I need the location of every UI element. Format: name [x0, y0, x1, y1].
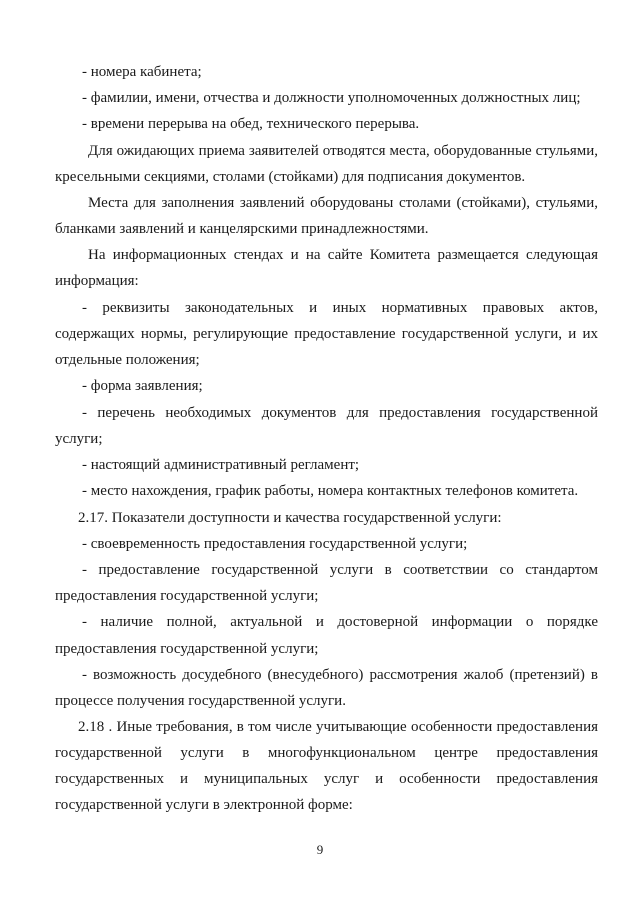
text-line: информация:	[55, 273, 139, 289]
text-line: предоставления государственной услуги;	[55, 641, 319, 657]
text-line: государственной услуги в электронной форме:	[55, 797, 353, 813]
page-number: 9	[316, 842, 324, 857]
text-line: содержащих нормы, регулирующие предоставление государственной услуги, и их	[55, 326, 598, 342]
text-line: государственной услуги в многофункциональном центре предоставления	[55, 745, 598, 761]
text-line: предоставления государственной услуги;	[55, 588, 319, 604]
text-line: отдельные положения;	[55, 352, 200, 368]
text-line: - своевременность предоставления государственной услуги;	[82, 536, 468, 552]
text-line: услуги;	[55, 431, 103, 447]
text-line: Для ожидающих приема заявителей отводятся места, оборудованные стульями,	[88, 143, 598, 159]
text-line: - фамилии, имени, отчества и должности уполномоченных должностных лиц;	[82, 90, 581, 106]
text-line: государственных и муниципальных услуг и особенности предоставления	[55, 771, 598, 787]
text-line: На информационных стендах и на сайте Комитета размещается следующая	[88, 247, 598, 263]
text-line: - номера кабинета;	[82, 64, 202, 80]
text-line: - перечень необходимых документов для предоставления государственной	[82, 405, 598, 421]
text-line: - место нахождения, график работы, номера контактных телефонов комитета.	[82, 483, 579, 499]
text-line: Места для заполнения заявлений оборудованы столами (стойками), стульями,	[88, 195, 598, 211]
text-line: процессе получения государственной услуги.	[55, 693, 346, 709]
text-line: - времени перерыва на обед, технического перерыва.	[82, 116, 420, 132]
text-line: бланками заявлений и канцелярскими принадлежностями.	[55, 221, 429, 237]
text-line: 2.17. Показатели доступности и качества государственной услуги:	[78, 510, 502, 526]
text-line: - реквизиты законодательных и иных нормативных правовых актов,	[82, 300, 598, 316]
text-line: - возможность досудебного (внесудебного) рассмотрения жалоб (претензий) в	[82, 667, 598, 683]
text-line: 2.18 . Иные требования, в том числе учитывающие особенности предоставления	[78, 719, 598, 735]
text-line: - настоящий административный регламент;	[82, 457, 360, 473]
text-line: кресельными секциями, столами (стойками) для подписания документов.	[55, 169, 526, 185]
text-line: - форма заявления;	[82, 378, 203, 394]
text-line: - наличие полной, актуальной и достоверной информации о порядке	[82, 614, 598, 630]
text-line: - предоставление государственной услуги в соответствии со стандартом	[82, 562, 598, 578]
